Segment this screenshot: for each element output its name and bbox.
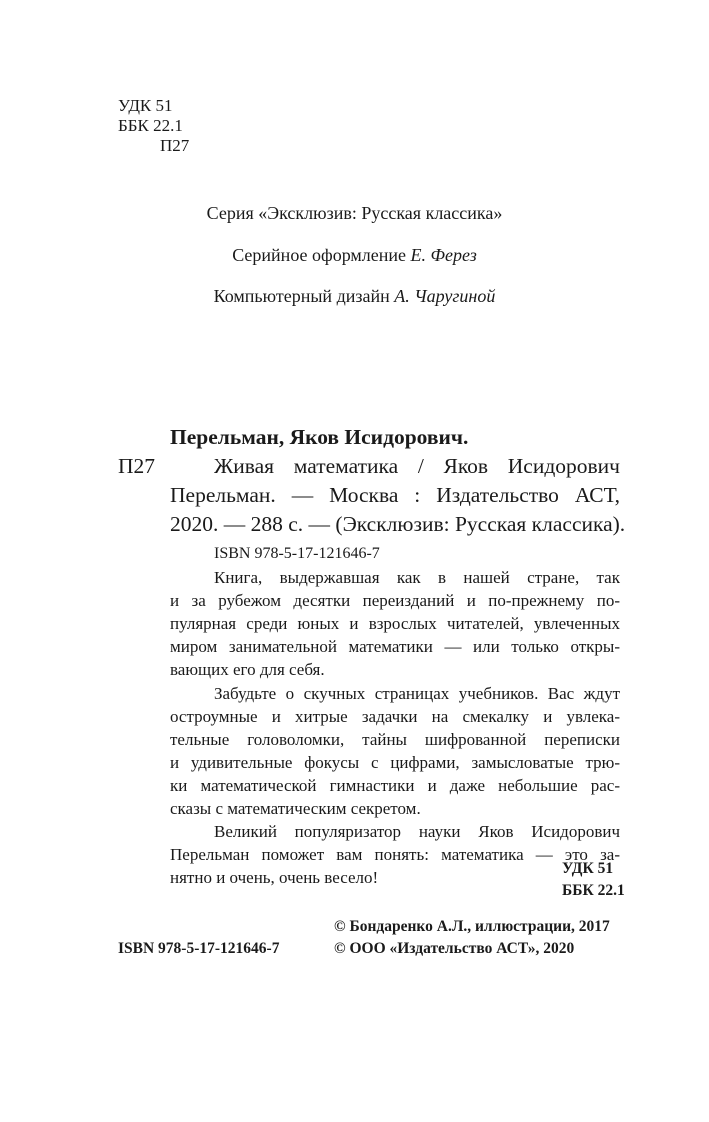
biblio-line-3: 2020. — 288 с. — (Эксклюзив: Русская классика).: [170, 512, 626, 536]
copyright-illustrations: © Бондаренко А.Л., иллюстрации, 2017: [334, 918, 610, 935]
bottom-udk-code: УДК 51: [562, 860, 614, 877]
biblio-line-2: Перельман. — Москва : Издательство АСТ,: [170, 483, 620, 507]
bottom-bbk-code: ББК 22.1: [562, 882, 625, 899]
bbk-code: ББК 22.1: [118, 116, 183, 135]
annotation-p2-line: и удивительные фокусы с цифрами, замысловатые трю-: [170, 753, 620, 772]
annotation-p2-line: сказы с математическим секретом.: [170, 799, 421, 818]
annotation-p1-line: и за рубежом десятки переизданий и по-прежнему по-: [170, 591, 620, 610]
annotation-p2-line: тельные головоломки, тайны шифрованной переписки: [170, 730, 620, 749]
annotation-p2-line: остроумные и хитрые задачки на смекалку и увлека-: [170, 707, 620, 726]
series-line: Серия «Эксклюзив: Русская классика»: [206, 203, 503, 223]
annotation-p1-line: Книга, выдержавшая как в нашей стране, так: [214, 568, 620, 587]
footer-isbn: ISBN 978-5-17-121646-7: [118, 940, 280, 957]
author-mark: П27: [160, 136, 190, 155]
annotation-p1-line: миром занимательной математики — или только откры-: [170, 637, 620, 656]
designer-name: Е. Ферез: [410, 245, 477, 265]
annotation-p3-line: Перельман поможет вам понять: математика — это за-: [170, 845, 620, 864]
copyright-publisher: © ООО «Издательство АСТ», 2020: [334, 940, 575, 957]
annotation-p1-line: пулярная среди юных и взрослых читателей, увлеченных: [170, 614, 620, 633]
annotation-p2-line: Забудьте о скучных страницах учебников. Вас ждут: [214, 684, 620, 703]
annotation-p2-line: ки математической гимнастики и даже небольшие рас-: [170, 776, 620, 795]
biblio-line-1: Живая математика / Яков Исидорович: [214, 454, 620, 478]
udk-code: УДК 51: [118, 96, 173, 115]
computer-designer-name: А. Чаругиной: [394, 286, 496, 306]
author-heading: Перельман, Яков Исидорович.: [170, 425, 469, 449]
annotation-p3-line: нятно и очень, очень весело!: [170, 868, 379, 887]
biblio-isbn: ISBN 978-5-17-121646-7: [214, 545, 380, 562]
design-credit: [0, 245, 709, 266]
biblio-mark: П27: [118, 454, 156, 478]
computer-design-label: Компьютерный дизайн: [213, 286, 390, 306]
annotation-p3-line: Великий популяризатор науки Яков Исидорович: [214, 822, 620, 841]
design-label: Серийное оформление: [232, 245, 407, 265]
computer-design-credit: [0, 286, 709, 307]
annotation-p1-line: вающих его для себя.: [170, 660, 325, 679]
